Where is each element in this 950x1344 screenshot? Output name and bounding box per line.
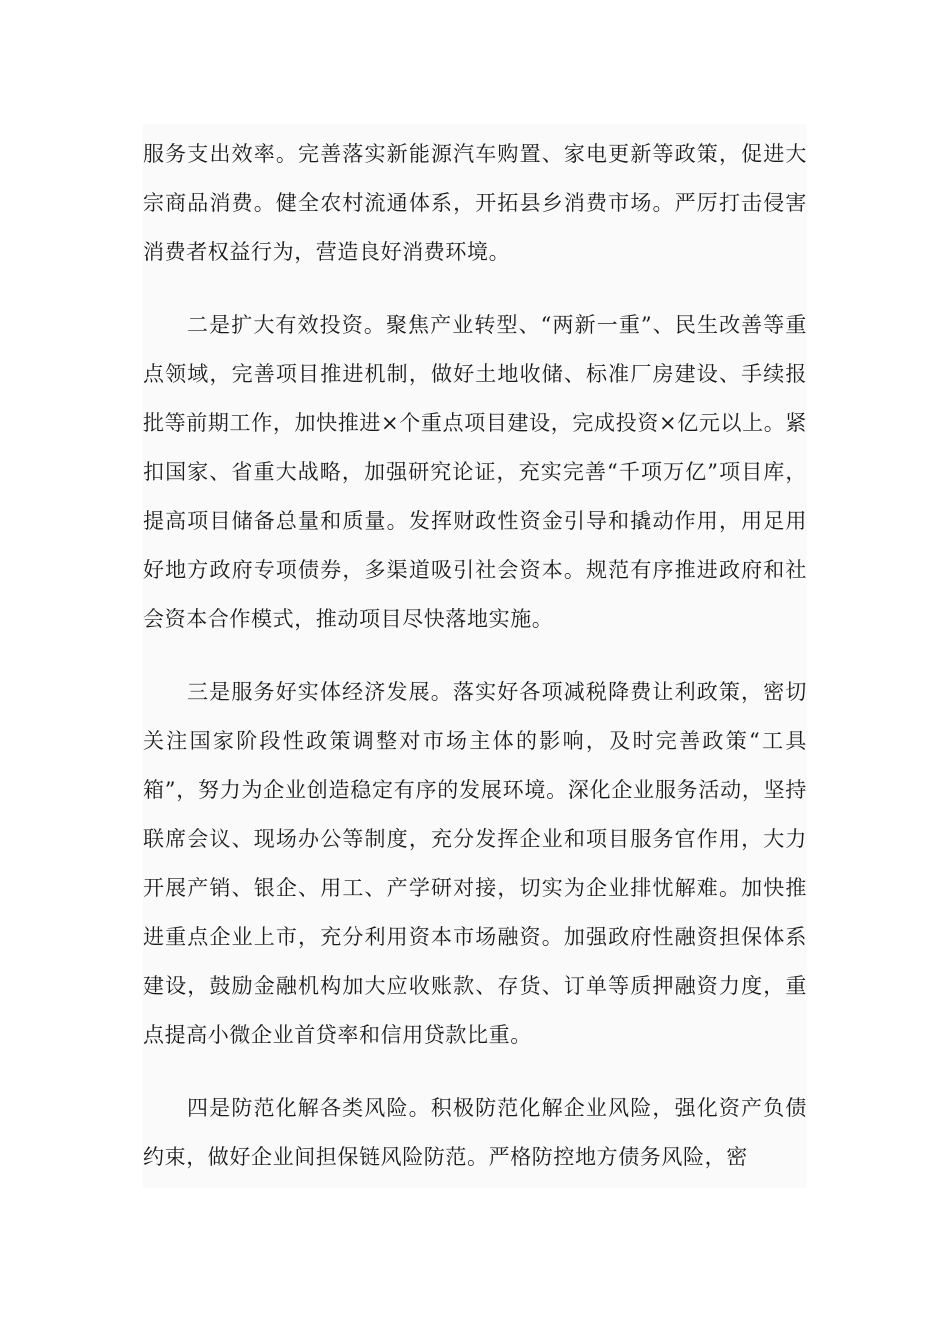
paragraph-consumption-continued: 服务支出效率。完善落实新能源汽车购置、家电更新等政策，促进大宗商品消费。健全农村流通体系，开拓县乡消费市场。严厉打击侵害消费者权益行为，营造良好消费环境。 [143, 142, 807, 264]
paragraph-risk-prevention: 四是防范化解各类风险。积极防范化解企业风险，强化资产负债约束，做好企业间担保链风险防范。严格防控地方债务风险，密 [143, 1096, 807, 1169]
document-page [143, 124, 807, 1188]
paragraph-serve-real-economy: 三是服务好实体经济发展。落实好各项减税降费让利政策，密切关注国家阶段性政策调整对市场主体的影响，及时完善政策“工具箱”，努力为企业创造稳定有序的发展环境。深化企业服务活动，坚持联席会议、现场办公等制度，充分发挥企业和项目服务官作用，大力开展产销、银企、用工、产学研对接，切实为企业排忧解难。加快推进重点企业上市，充分利用资本市场融资。加强政府性融资担保体系建设，鼓励金融机构加大应收账款、存货、订单等质押融资力度，重点提高小微企业首贷率和信用贷款比重。 [143, 680, 807, 1047]
paragraph-expand-investment: 二是扩大有效投资。聚焦产业转型、“两新一重”、民生改善等重点领域，完善项目推进机制，做好土地收储、标准厂房建设、手续报批等前期工作，加快推进×个重点项目建设，完成投资×亿元以上。紧扣国家、省重大战略，加强研究论证，充实完善“千项万亿”项目库，提高项目储备总量和质量。发挥财政性资金引导和撬动作用，用足用好地方政府专项债券，多渠道吸引社会资本。规范有序推进政府和社会资本合作模式，推动项目尽快落地实施。 [143, 313, 807, 631]
paragraph-gap [143, 277, 807, 301]
paragraph-gap [143, 1060, 807, 1084]
paragraph-gap [143, 644, 807, 668]
